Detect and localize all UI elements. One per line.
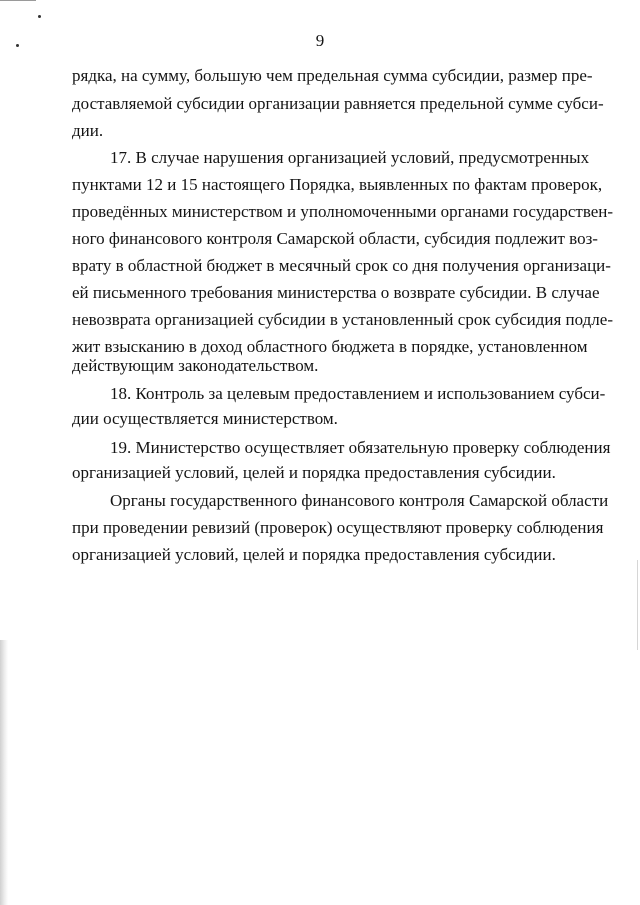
text-line: доставляемой субсидии организации равняется предельной сумме субси- bbox=[72, 94, 604, 113]
text-line: ного финансового контроля Самарской области, субсидия подлежит воз- bbox=[72, 229, 598, 248]
scan-speck bbox=[38, 15, 41, 18]
text-line: ей письменного требования министерства о возврате субсидии. В случае bbox=[72, 283, 600, 302]
text-line: рядка, на сумму, большую чем предельная сумма субсидии, размер пре- bbox=[72, 66, 593, 85]
text-line: невозврата организацией субсидии в установленный срок субсидия подле- bbox=[72, 310, 613, 329]
text-line: дии осуществляется министерством. bbox=[72, 409, 338, 428]
text-line: действующим законодательством. bbox=[72, 356, 319, 375]
text-line: Органы государственного финансового контроля Самарской области bbox=[110, 491, 609, 510]
text-line: проведённых министерством и уполномоченными органами государствен- bbox=[72, 202, 614, 221]
scan-edge-mark bbox=[0, 0, 36, 1]
text-line: жит взысканию в доход областного бюджета в порядке, установленном bbox=[72, 337, 588, 356]
text-line: организацией условий, целей и порядка предоставления субсидии. bbox=[72, 463, 556, 482]
scan-shadow-right bbox=[637, 560, 638, 650]
text-line: 19. Министерство осуществляет обязательную проверку соблюдения bbox=[110, 438, 611, 457]
text-line: врату в областной бюджет в месячный срок со дня получения организаци- bbox=[72, 256, 611, 275]
text-line: организацией условий, целей и порядка предоставления субсидии. bbox=[72, 545, 556, 564]
text-line: дии. bbox=[72, 121, 104, 140]
text-line: 18. Контроль за целевым предоставлением и использованием субси- bbox=[110, 384, 606, 403]
page-number: 9 bbox=[315, 31, 325, 50]
text-line: при проведении ревизий (проверок) осуществляют проверку соблюдения bbox=[72, 518, 604, 537]
scan-shadow-left bbox=[0, 640, 8, 905]
text-line: 17. В случае нарушения организацией условий, предусмотренных bbox=[110, 148, 590, 167]
text-line: пунктами 12 и 15 настоящего Порядка, выявленных по фактам проверок, bbox=[72, 175, 603, 194]
